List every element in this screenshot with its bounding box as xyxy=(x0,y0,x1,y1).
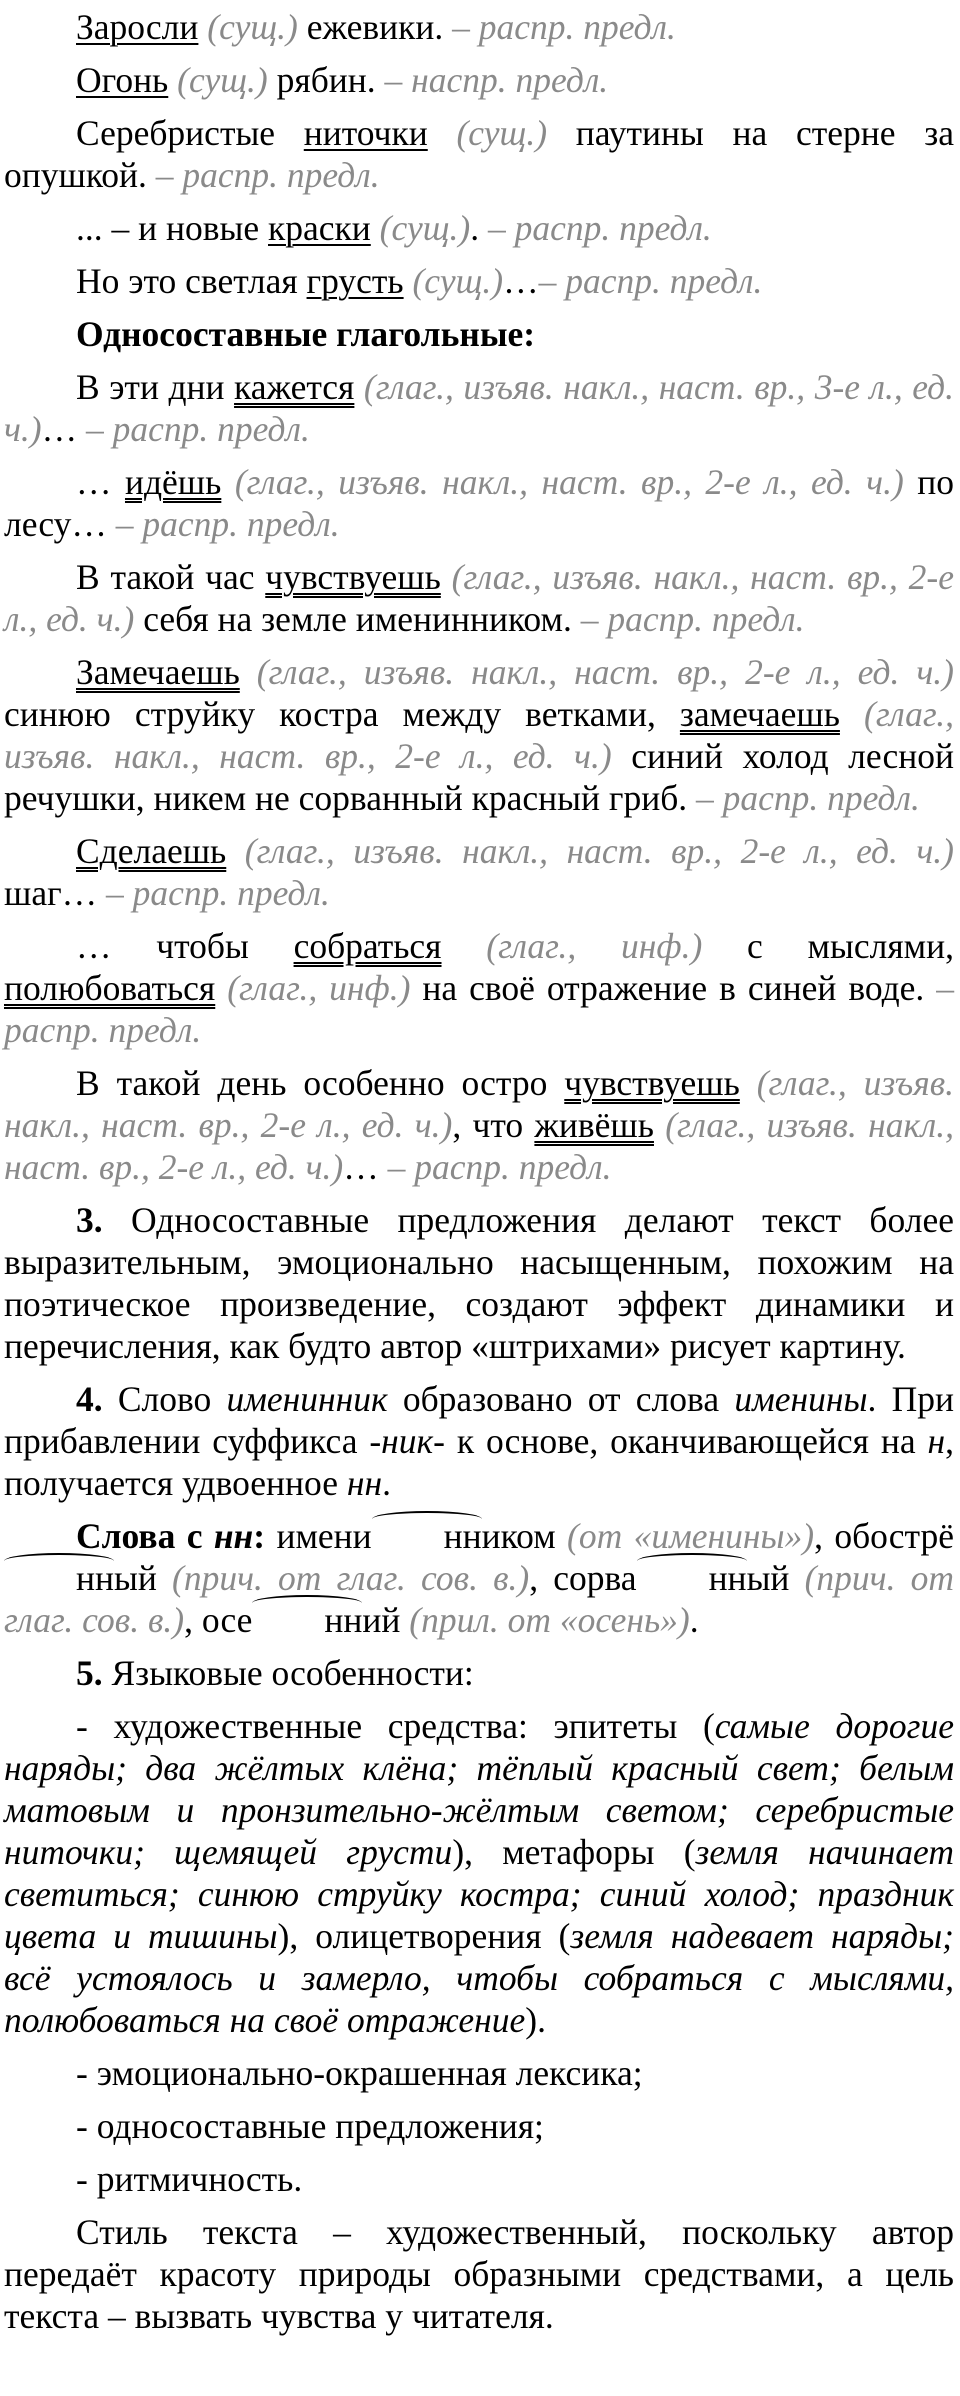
sentence-text: шаг… xyxy=(4,873,98,913)
sentence-text: на своё отражение в синей воде. xyxy=(410,968,925,1008)
sentence-type: – распр. предл. xyxy=(115,504,340,544)
suffix-arc-mark: нн xyxy=(372,1515,482,1557)
task-text: Односоставные предложения делают текст более выразительным, эмоционально насыщенным, похожим на поэтическое произведение, создают эффект динамики и перечисления, как будто автор «штрихами» рисует картину. xyxy=(4,1200,954,1366)
examples-epithets: самые дорогие наряды; два жёлтых клёна; тёплый красный свет; белым матовым и пронзительно-жёлтым светом; серебристые ниточки; щемящей грусти xyxy=(4,1706,955,1872)
sentence-5 xyxy=(4,260,954,302)
words-nn-label: Слова с xyxy=(76,1516,214,1556)
predicate-word: Сделаешь xyxy=(76,831,227,871)
sentence-text: Серебристые xyxy=(76,113,304,153)
verbal-sentence-5 xyxy=(4,830,954,914)
nn-word-1: имени нником xyxy=(276,1516,556,1556)
sentence-type: – распр. предл. xyxy=(580,599,805,639)
sentence-text: рябин. xyxy=(267,60,376,100)
pos-note: (глаг., изъяв. накл., наст. вр., 3-е л., ед. ч.) xyxy=(4,367,954,449)
pos-note: (глаг., инф.) xyxy=(486,926,703,966)
nn-word-2: обострённый xyxy=(4,1516,954,1598)
subject-word: грусть xyxy=(306,261,404,301)
sentence-type: – распр. предл. xyxy=(452,7,676,47)
suffix-arc-mark: нн xyxy=(4,1557,114,1599)
sentence-text: себя на земле именинником. xyxy=(134,599,572,639)
word-origin-note: (прил. от «осень») xyxy=(409,1600,690,1640)
pos-note: (глаг., изъяв. накл., наст. вр., 2-е л., ед. ч.) xyxy=(4,1063,954,1145)
example-word: -ник- xyxy=(369,1421,445,1461)
suffix-arc-mark: нн xyxy=(637,1557,747,1599)
example-word: н xyxy=(927,1421,946,1461)
sentence-text: ежевики. xyxy=(297,7,444,47)
pos-note: (глаг., изъяв. накл., наст. вр., 2-е л., ед. ч.) xyxy=(4,1105,955,1187)
task-number: 5. xyxy=(76,1653,103,1693)
sentence-text: . xyxy=(470,208,480,248)
list-text: - художественные средства: эпитеты ( xyxy=(76,1706,715,1746)
task-text: образовано от слова xyxy=(387,1379,735,1419)
example-word: нн xyxy=(346,1463,383,1503)
pos-note: (глаг., инф.) xyxy=(227,968,411,1008)
task-4-paragraph xyxy=(4,1378,954,1504)
task-text: Слово xyxy=(102,1379,227,1419)
task-5-means xyxy=(4,1705,954,2041)
task-number: 4. xyxy=(76,1379,103,1419)
conclusion-text: Стиль текста – художественный, поскольку автор передаёт красоту природы образными средствами, а цель текста – вызвать чувства у читателя. xyxy=(4,2212,954,2336)
sentence-text: с мыслями, xyxy=(702,926,954,966)
task-5-item-rhythm xyxy=(4,2158,954,2200)
sentence-text: … чтобы xyxy=(76,926,294,966)
section-heading-verbal xyxy=(4,313,954,355)
pos-note: (сущ.) xyxy=(177,60,268,100)
example-word: именины xyxy=(734,1379,868,1419)
sentence-text: … xyxy=(76,462,125,502)
sentence-text: по лесу… xyxy=(4,462,955,544)
sentence-type: – распр. предл. xyxy=(487,208,712,248)
words-nn-paragraph: Слова с нн: имени нником (от «именины»), обострённый (прич. от глаг. сов. в.), сорва нный (прич. от глаг. сов. в.), осе нний (прил. от «осень»). xyxy=(4,1516,955,1640)
verbal-sentence-3 xyxy=(4,556,954,640)
task-3-paragraph xyxy=(4,1199,954,1367)
verbal-sentence-1 xyxy=(4,366,954,450)
pos-note: (сущ.) xyxy=(207,7,298,47)
task-5-item-lexicon xyxy=(4,2052,954,2094)
sentence-2 xyxy=(4,59,954,101)
sentence-type: – распр. предл. xyxy=(696,778,920,818)
subject-word: ниточки xyxy=(303,113,428,153)
sentence-type: – распр. предл. xyxy=(387,1147,612,1187)
list-text: ), олицетворения ( xyxy=(277,1916,571,1956)
predicate-word: кажется xyxy=(234,367,355,407)
conclusion-paragraph xyxy=(4,2211,954,2337)
nn-word-4: осе нний xyxy=(201,1600,401,1640)
verbal-sentence-2 xyxy=(4,461,954,545)
suffix-arc-mark: нн xyxy=(252,1599,362,1641)
predicate-word: чувствуешь xyxy=(564,1063,740,1103)
list-text: ), метафоры ( xyxy=(452,1832,696,1872)
task-number: 3. xyxy=(76,1200,103,1240)
sentence-1 xyxy=(4,6,954,48)
pos-note: (сущ.) xyxy=(379,208,471,248)
sentence-type: – распр. предл. xyxy=(106,873,330,913)
task-text: . xyxy=(382,1463,391,1503)
word-origin-note: (от «именины») xyxy=(567,1516,815,1556)
sentence-text: Но это светлая xyxy=(76,261,307,301)
pos-note: (сущ.) xyxy=(456,113,548,153)
task-text: к основе, оканчивающейся на xyxy=(444,1421,928,1461)
list-text: ). xyxy=(525,2000,546,2040)
examples-personification: земля надевает наряды; всё устоялось и замерло, чтобы собраться с мыслями, полюбоваться на своё отражение xyxy=(4,1916,954,2040)
task-text: . При прибавлении суффикса xyxy=(4,1379,954,1461)
verbal-sentence-7 xyxy=(4,1062,954,1188)
sentence-type: – распр. предл. xyxy=(86,409,310,449)
word-origin-note: (прич. от глаг. сов. в.) xyxy=(4,1558,954,1640)
sentence-3 xyxy=(4,112,954,196)
sentence-text: ... – и новые xyxy=(76,208,268,248)
predicate-word: идёшь xyxy=(124,462,222,502)
predicate-word: живёшь xyxy=(534,1105,654,1145)
verbal-sentence-4 xyxy=(4,651,954,819)
sentence-type: – распр. предл. xyxy=(4,968,955,1050)
sentence-text: синий холод лесной речушки, никем не сорванный красный гриб. xyxy=(4,736,955,818)
sentence-type: – распр. предл. xyxy=(155,155,380,195)
predicate-word: замечаешь xyxy=(679,694,840,734)
sentence-type: – распр. предл. xyxy=(538,261,763,301)
sentence-text: … xyxy=(41,409,78,449)
pos-note: (глаг., изъяв. накл., наст. вр., 2-е л., ед. ч.) xyxy=(4,694,954,776)
examples-metaphors: земля начинает светиться; синюю струйку костра; синий холод; праздник цвета и тишины xyxy=(4,1832,954,1956)
sentence-text: , что xyxy=(452,1105,535,1145)
sentence-text: В такой день особенно остро xyxy=(76,1063,565,1103)
pos-note: (глаг., изъяв. накл., наст. вр., 2-е л., ед. ч.) xyxy=(256,652,954,692)
sentence-text: В эти дни xyxy=(76,367,235,407)
list-text: - ритмичность. xyxy=(76,2159,303,2199)
sentence-4 xyxy=(4,207,954,249)
sentence-text: … xyxy=(343,1147,379,1187)
sentence-text: паутины на стерне за опушкой. xyxy=(4,113,954,195)
task-text: , получается удвоенное xyxy=(4,1421,954,1503)
subject-word: Заросли xyxy=(76,7,199,47)
predicate-word: чувствуешь xyxy=(265,557,441,597)
pos-note: (глаг., изъяв. накл., наст. вр., 2-е л., ед. ч.) xyxy=(234,462,904,502)
words-nn-label-letters: нн xyxy=(213,1516,254,1556)
predicate-word: полюбоваться xyxy=(4,968,216,1008)
subject-word: Огонь xyxy=(76,60,169,100)
heading-text: Односоставные глагольные: xyxy=(76,314,536,354)
word-origin-note: (прич. от глаг. сов. в.) xyxy=(172,1558,530,1598)
words-nn-label-colon: : xyxy=(253,1516,266,1556)
sentence-text: … xyxy=(503,261,539,301)
verbal-sentence-6 xyxy=(4,925,954,1051)
sentence-text: синюю струйку костра между ветками, xyxy=(4,694,680,734)
pos-note: (глаг., изъяв. накл., наст. вр., 2-е л., ед. ч.) xyxy=(4,557,954,639)
nn-word-3: сорва нный xyxy=(553,1558,790,1598)
pos-note: (глаг., изъяв. накл., наст. вр., 2-е л., ед. ч.) xyxy=(244,831,954,871)
list-text: - эмоционально-окрашенная лексика; xyxy=(76,2053,643,2093)
example-word: именинник xyxy=(226,1379,388,1419)
pos-note: (сущ.) xyxy=(412,261,504,301)
subject-word: краски xyxy=(268,208,371,248)
list-text: - односоставные предложения; xyxy=(76,2106,544,2146)
task-5-item-sentences xyxy=(4,2105,954,2147)
task-5-heading xyxy=(4,1652,954,1694)
task-text: Языковые особенности: xyxy=(102,1653,474,1693)
sentence-type: – наспр. предл. xyxy=(384,60,609,100)
predicate-word: собраться xyxy=(293,926,442,966)
sentence-text: В такой час xyxy=(76,557,266,597)
predicate-word: Замечаешь xyxy=(76,652,240,692)
